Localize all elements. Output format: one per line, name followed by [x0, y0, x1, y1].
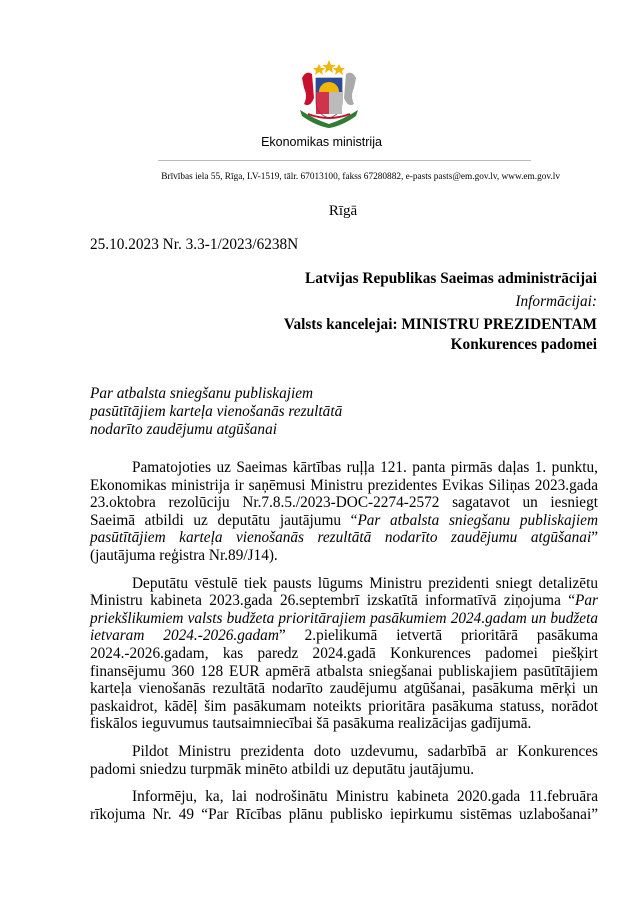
- recipient-cc-2: Konkurences padomei: [450, 336, 597, 353]
- letter-subject: Par atbalsta sniegšanu publiskajiem pasūtītājiem karteļa vienošanās rezultātā nodarīto zaudējumu atgūšanai: [90, 385, 343, 438]
- body-paragraph: [90, 575, 598, 733]
- ministry-name: Ekonomikas ministrija: [261, 135, 382, 149]
- body-paragraph: [90, 743, 598, 778]
- body-paragraph: [90, 459, 598, 565]
- ministry-address: Brīvības iela 55, Rīga, LV-1519, tālr. 67013100, fakss 67280882, e-pasts pasts@em.gov.lv, www.em.gov.lv: [161, 172, 560, 182]
- info-label: Informācijai:: [515, 293, 597, 310]
- text-run: Informēju, ka, lai nodrošinātu Ministru kabineta 2020.gada 11.februāra rīkojuma Nr. 49 “Par Rīcības plānu publisko iepirkumu sistēmas uzlabošanai”: [90, 788, 598, 823]
- quoted-report-title: Par priekšlikumiem valsts budžeta prioritārajiem pasākumiem 2024.gadam un budžeta ietvaram 2024.-2026.gadam: [90, 592, 598, 645]
- body-paragraph: [90, 788, 598, 823]
- text-run: Pamatojoties uz Saeimas kārtības ruļļa 121. panta pirmās daļas 1. punktu, Ekonomikas ministrija ir saņēmusi Ministru prezidentes Evikas Siliņas 2023.gada 23.oktobra rezolūciju Nr.7.8.5./2023-DOC-2274-2572 sagatavot un iesniegt Saeimā atbildi uz deputātu jautājumu “: [90, 459, 598, 529]
- text-run: Pildot Ministru prezidenta doto uzdevumu, sadarbībā ar Konkurences padomi sniedzu turpmāk minēto atbildi uz deputātu jautājumu.: [90, 742, 598, 778]
- date-and-number: 25.10.2023 Nr. 3.3-1/2023/6238N: [90, 236, 299, 253]
- text-run: Deputātu vēstulē tiek pausts lūgums Ministru prezidenti sniegt detalizētu Ministru kabineta 2023.gada 26.septembrī izskatītā informatīvā ziņojuma “: [90, 574, 598, 610]
- latvia-coat-of-arms-icon: [296, 58, 362, 130]
- recipient-cc-1: Valsts kancelejai: MINISTRU PREZIDENTAM: [283, 316, 597, 333]
- letter-body: [90, 459, 598, 833]
- quoted-question-title: Par atbalsta sniegšanu publiskajiem pasūtītājiem karteļa vienošanās rezultātā nodarīto zaudējumu atgūšanai: [90, 511, 598, 547]
- city: Rīgā: [328, 203, 358, 219]
- text-run: ” (jautājuma reģistra Nr.89/J14).: [90, 529, 598, 564]
- recipient-primary: Latvijas Republikas Saeimas administrācijai: [305, 270, 597, 287]
- text-run: ” 2.pielikumā ietvertā prioritārā pasākuma 2024.-2026.gadam, kas paredz 2024.gadā Konkurences padomei piešķirt finansējumu 360 128 EUR apmērā atbalsta sniegšanai publiskajiem pasūtītājiem karteļa vienošanās rezultātā nodarīto zaudējumu atgūšanai, pasākuma mērķi un paskaidrot, kādēļ šim pasākumam noteikts prioritāra pasākuma statuss, norādot fiskālos ieguvumus tautsaimniecībai šā pasākuma realizācijas gadījumā.: [90, 627, 598, 733]
- letterhead-divider: [158, 160, 531, 161]
